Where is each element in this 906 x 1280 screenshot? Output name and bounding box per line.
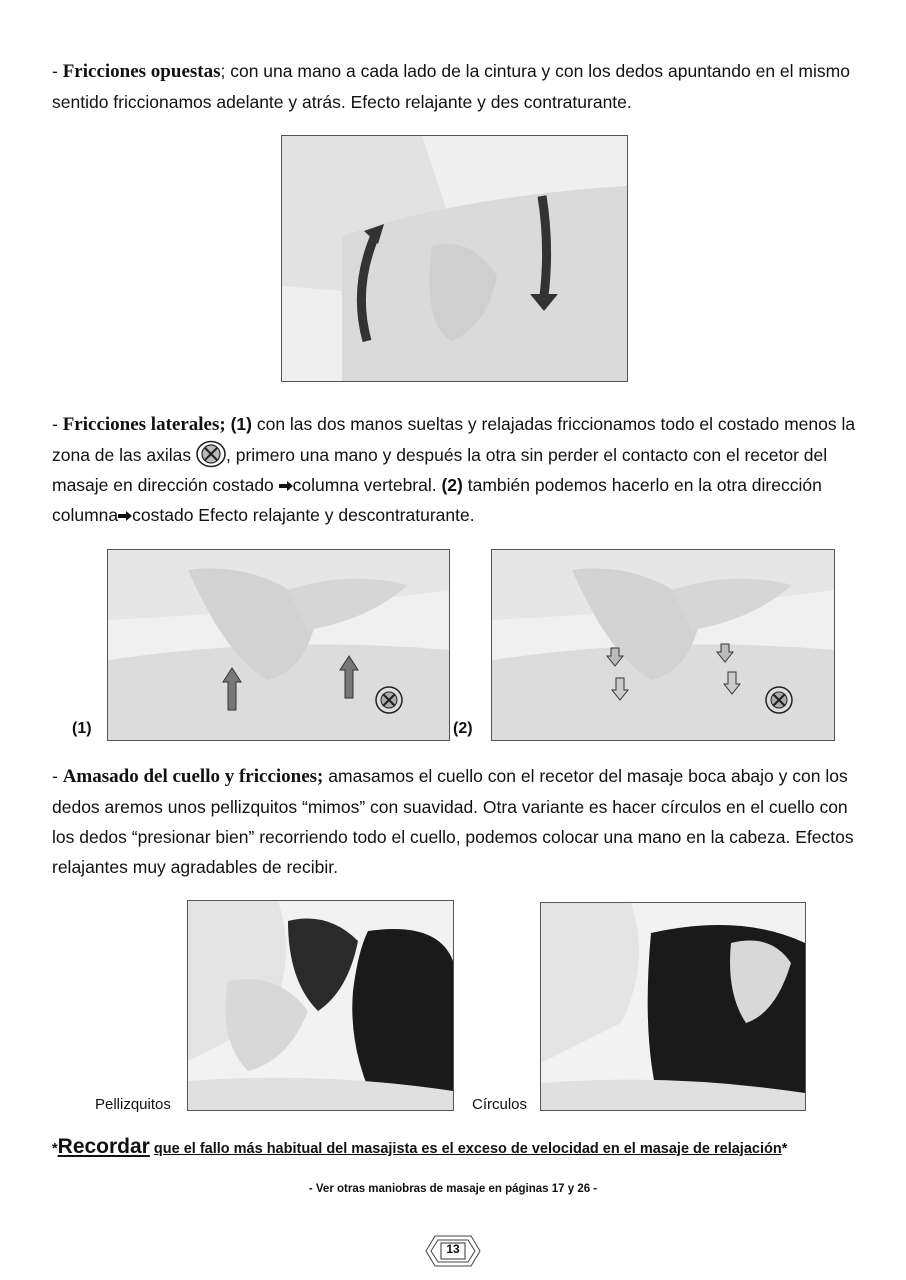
paragraph-amasado-cuello: - Amasado del cuello y fricciones; amasamos el cuello con el recetor del masaje boca abajo y con los dedos aremos unos pellizquitos “mimos” con suavidad. Otra variante es hacer círculos en el cuello con los dedos “presionar bien” recorriendo todo el cuello, podemos colocar una mano en la cabeza. Efectos relajantes muy agradables de recibir. [52, 766, 854, 877]
footnote: - Ver otras maniobras de masaje en páginas 17 y 26 - [308, 1183, 598, 1195]
photo-fricciones-opuestas [281, 135, 628, 382]
paragraph-fricciones-laterales: - Fricciones laterales; (1) con las dos manos sueltas y relajadas friccionamos todo el costado menos la zona de las axilas , primero una mano y después la otra sin perder el contacto con el recetor del masaje en dirección costado columna vertebral. (2) también podemos hacerlo en la otra dirección columna costado Efecto relajante y descontraturante. [52, 414, 856, 525]
heading-fricciones-laterales: Fricciones laterales; [62, 414, 226, 435]
arrow-right-icon [279, 471, 293, 483]
body-laterales-c: columna vertebral. [292, 475, 442, 495]
heading-amasado-cuello: Amasado del cuello y fricciones; [62, 766, 324, 787]
photo-pellizquitos [187, 900, 454, 1111]
figure-label-2: (2) [453, 720, 473, 737]
paragraph-fricciones-opuestas: - Fricciones opuestas; con una mano a cada lado de la cintura y con los dedos apuntando en el mismo sentido friccionamos adelante y atrás. Efecto relajante y des contraturante. [52, 61, 850, 112]
photo-fricciones-laterales-1 [107, 549, 450, 741]
step-two-marker: (2) [441, 475, 463, 495]
reminder-keyword: Recordar [57, 1135, 150, 1158]
reminder-star-open: * [52, 1141, 58, 1157]
heading-fricciones-opuestas: Fricciones opuestas [62, 61, 221, 82]
page-number: 13 [446, 1242, 460, 1256]
photo-circulos [540, 902, 806, 1111]
body-fricciones-opuestas: ; con una mano a cada lado de la cintura y con los dedos apuntando en el mismo sentido friccionamos adelante y atrás. Efecto relajante y des contraturante. [52, 61, 850, 112]
no-axilla-icon [196, 440, 226, 468]
reminder-note [52, 1135, 862, 1159]
caption-pellizquitos: Pellizquitos [95, 1096, 171, 1113]
body-laterales-b: , primero una mano y después la otra sin perder el contacto con el recetor del masaje en dirección costado [52, 445, 828, 495]
photo-fricciones-laterales-2 [491, 549, 835, 741]
reminder-star-close: * [781, 1141, 788, 1157]
body-laterales-e: costado Efecto relajante y descontraturante. [132, 505, 475, 525]
body-amasado-cuello: amasamos el cuello con el recetor del masaje boca abajo y con los dedos aremos unos pellizquitos “mimos” con suavidad. Otra variante es hacer círculos en el cuello con los dedos “presionar bien” recorriendo todo el cuello, podemos colocar una mano en la cabeza. Efectos relajantes muy agradables de recibir. [52, 766, 854, 877]
body-laterales-d: también podemos hacerlo en la otra dirección columna [52, 475, 822, 525]
caption-circulos: Círculos [472, 1096, 528, 1113]
page-number-badge [423, 1233, 483, 1269]
arrow-right-icon [118, 501, 132, 513]
step-one-marker: (1) [230, 414, 252, 434]
body-laterales-a: con las dos manos sueltas y relajadas friccionamos todo el costado menos la zona de las axilas [52, 414, 856, 465]
reminder-text: que el fallo más habitual del masajista es el exceso de velocidad en el masaje de relajación [153, 1141, 782, 1157]
figure-label-1: (1) [72, 720, 92, 737]
